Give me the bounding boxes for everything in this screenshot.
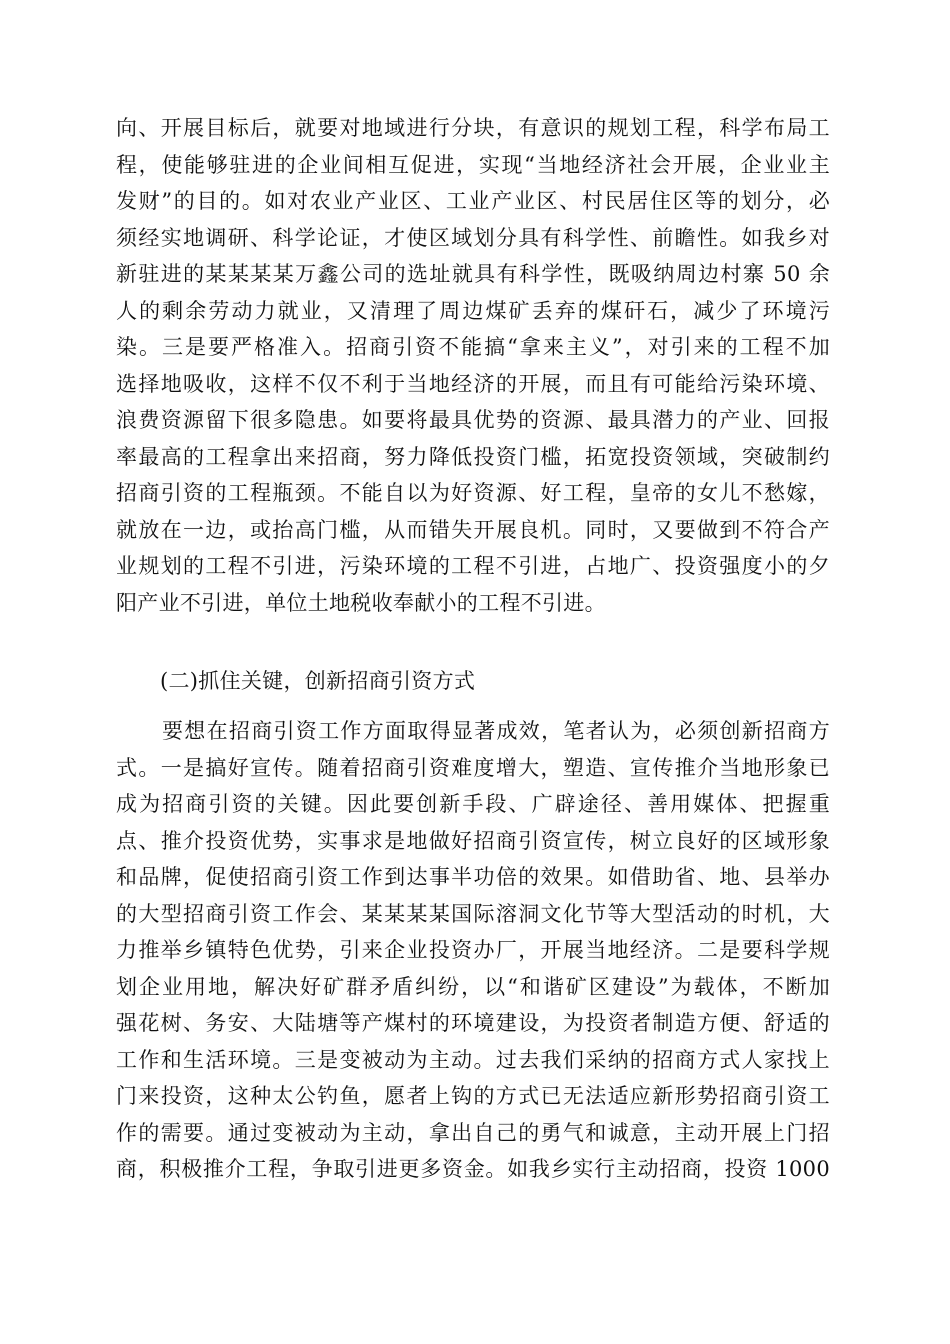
paragraph-2-line: 和品牌，促使招商引资工作到达事半功倍的效果。如借助省、地、县举办 bbox=[116, 865, 830, 889]
section-heading bbox=[116, 663, 830, 700]
paragraph-2-line: 成为招商引资的关键。因此要创新手段、广辟途径、善用媒体、把握重 bbox=[116, 792, 830, 816]
paragraph-1-line: 浪费资源留下很多隐患。如要将最具优势的资源、最具潜力的产业、回报 bbox=[116, 408, 830, 432]
paragraph-2-line: 力推举乡镇特色优势，引来企业投资办厂，开展当地经济。二是要科学规 bbox=[116, 938, 830, 962]
paragraph-2-line: 点、推介投资优势，实事求是地做好招商引资宣传，树立良好的区域形象 bbox=[116, 828, 830, 853]
paragraph-1-line: 业规划的工程不引进，污染环境的工程不引进，占地广、投资强度小的夕 bbox=[116, 554, 830, 578]
paragraph-1-line: 招商引资的工程瓶颈。不能自以为好资源、好工程，皇帝的女儿不愁嫁， bbox=[116, 481, 830, 505]
paragraph-1-line: 染。三是要严格准入。招商引资不能搞“拿来主义”，对引来的工程不加 bbox=[116, 335, 830, 359]
paragraph-2-line: 作的需要。通过变被动为主动，拿出自己的勇气和诚意，主动开展上门招 bbox=[116, 1120, 830, 1145]
paragraph-2-line: 强花树、务安、大陆塘等产煤村的环境建设，为投资者制造方便、舒适的 bbox=[116, 1011, 830, 1035]
paragraph-1-line: 须经实地调研、科学论证，才使区域划分具有科学性、前瞻性。如我乡对 bbox=[116, 225, 830, 250]
paragraph-1 bbox=[116, 110, 830, 621]
paragraph-2 bbox=[116, 713, 830, 1188]
paragraph-1-line: 人的剩余劳动力就业，又清理了周边煤矿丢弃的煤矸石，减少了环境污 bbox=[116, 298, 830, 323]
paragraph-2-line: 商，积极推介工程，争取引进更多资金。如我乡实行主动招商，投资 1000 bbox=[116, 1157, 830, 1181]
paragraph-2-line: 门来投资，这种太公钓鱼，愿者上钩的方式已无法适应新形势招商引资工 bbox=[116, 1084, 830, 1108]
paragraph-1-line: 发财”的目的。如对农业产业区、工业产业区、村民居住区等的划分，必 bbox=[116, 189, 830, 213]
paragraph-1-line: 率最高的工程拿出来招商，努力降低投资门槛，拓宽投资领域，突破制约 bbox=[116, 444, 830, 469]
paragraph-2-line: 划企业用地，解决好矿群矛盾纠纷，以“和谐矿区建设”为载体，不断加 bbox=[116, 974, 830, 999]
paragraph-1-line: 程，使能够驻进的企业间相互促进，实现“当地经济社会开展，企业业主 bbox=[116, 152, 830, 177]
paragraph-2-line: 工作和生活环境。三是变被动为主动。过去我们采纳的招商方式人家找上 bbox=[116, 1047, 830, 1072]
paragraph-1-line: 就放在一边，或抬高门槛，从而错失开展良机。同时，又要做到不符合产 bbox=[116, 517, 830, 542]
paragraph-2-line: 的大型招商引资工作会、某某某某国际溶洞文化节等大型活动的时机，大 bbox=[116, 901, 830, 926]
paragraph-2-line: 要想在招商引资工作方面取得显著成效，笔者认为，必须创新招商方 bbox=[162, 719, 830, 743]
paragraph-1-line: 阳产业不引进，单位土地税收奉献小的工程不引进。 bbox=[116, 590, 606, 615]
paragraph-1-line: 新驻进的某某某某万鑫公司的选址就具有科学性，既吸纳周边村寨 50 余 bbox=[116, 262, 830, 286]
paragraph-1-line: 向、开展目标后，就要对地域进行分块，有意识的规划工程，科学布局工 bbox=[116, 116, 830, 140]
section-heading-text: (二)抓住关键，创新招商引资方式 bbox=[160, 669, 476, 693]
paragraph-2-line: 式。一是搞好宣传。随着招商引资难度增大，塑造、宣传推介当地形象已 bbox=[116, 755, 830, 780]
paragraph-1-line: 选择地吸收，这样不仅不利于当地经济的开展，而且有可能给污染环境、 bbox=[116, 371, 830, 396]
